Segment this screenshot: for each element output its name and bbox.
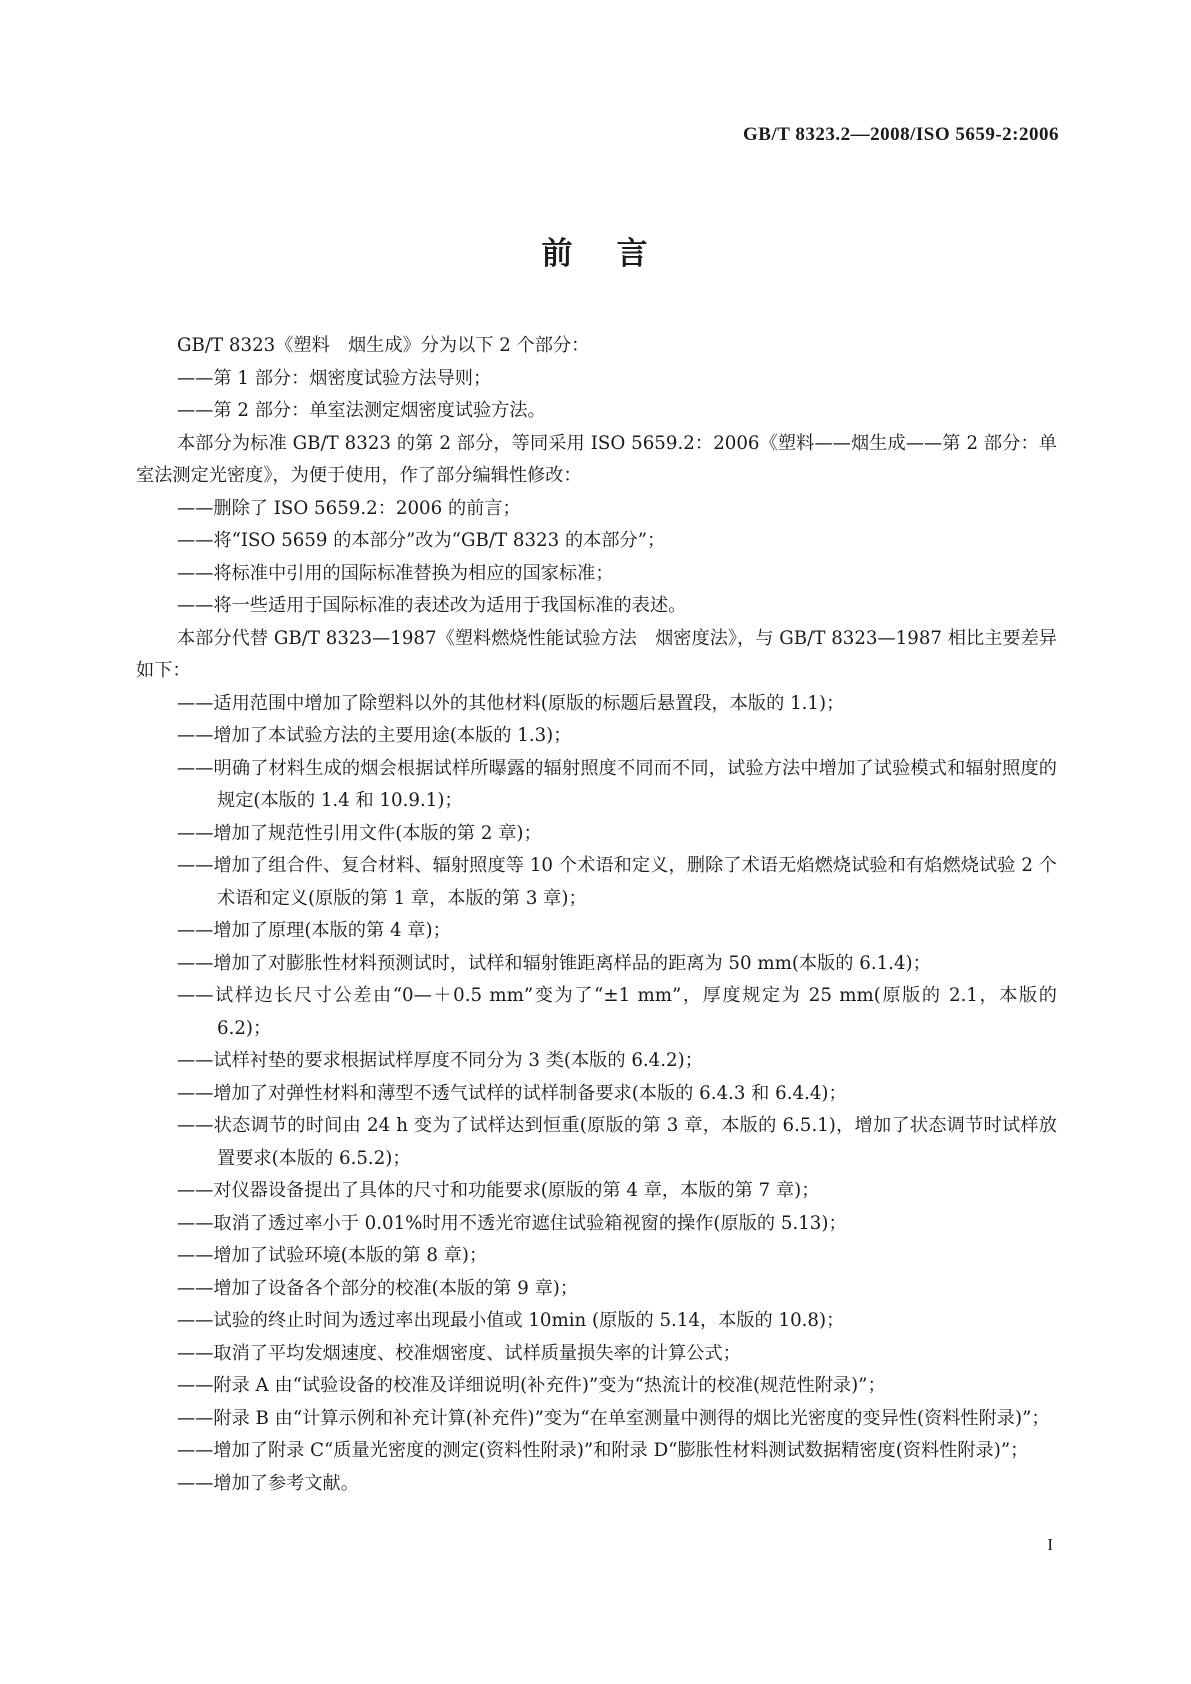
intro-paragraph: GB/T 8323《塑料 烟生成》分为以下 2 个部分： bbox=[177, 335, 590, 356]
list-item: ——附录 B 由“计算示例和补充计算(补充件)”变为“在单室测量中测得的烟比光密度的变异性(资料性附录)”； bbox=[177, 1407, 1050, 1429]
list-item: ——将“ISO 5659 的本部分”改为“GB/T 8323 的本部分”； bbox=[177, 530, 666, 551]
list-item: ——第 1 部分：烟密度试验方法导则； bbox=[177, 367, 492, 389]
list-item: ——增加了规范性引用文件(本版的第 2 章)； bbox=[177, 822, 542, 844]
list-item: ——增加了本试验方法的主要用途(本版的 1.3)； bbox=[177, 725, 572, 746]
title-char-1: 前 bbox=[541, 236, 575, 272]
adoption-paragraph: 本部分为标准 GB/T 8323 的第 2 部分，等同采用 ISO 5659.2：2006《塑料——烟生成——第 2 部分：单室法测定光密度》，为便于使用，作了部分编辑性修改： bbox=[136, 432, 1057, 486]
list-item: ——对仪器设备提出了具体的尺寸和功能要求(原版的第 4 章，本版的第 7 章)； bbox=[177, 1180, 820, 1201]
list-item: ——增加了参考文献。 bbox=[177, 1472, 359, 1494]
replacement-paragraph: 本部分代替 GB/T 8323—1987《塑料燃烧性能试验方法 烟密度法》，与 GB/T 8323—1987 相比主要差异如下： bbox=[136, 627, 1057, 681]
list-item: ——第 2 部分：单室法测定烟密度试验方法。 bbox=[177, 400, 546, 421]
list-item: ——增加了对膨胀性材料预测试时，试样和辐射锥距离样品的距离为 50 mm(本版的 6.1.4)； bbox=[177, 952, 931, 974]
title-char-2: 言 bbox=[616, 236, 650, 272]
page-number: I bbox=[1047, 1535, 1053, 1554]
list-item: ——取消了透过率小于 0.01%时用不透光帘遮住试验箱视窗的操作(原版的 5.13)； bbox=[177, 1212, 847, 1234]
list-item: ——将标准中引用的国际标准替换为相应的国家标准； bbox=[177, 562, 614, 584]
list-item: ——将一些适用于国际标准的表述改为适用于我国标准的表述。 bbox=[177, 595, 687, 616]
list-item: ——增加了对弹性材料和薄型不透气试样的试样制备要求(本版的 6.4.3 和 6.4.4)； bbox=[177, 1082, 847, 1104]
list-item: ——增加了组合件、复合材料、辐射照度等 10 个术语和定义，删除了术语无焰燃烧试验和有焰燃烧试验 2 个术语和定义(原版的第 1 章，本版的第 3 章)； bbox=[177, 855, 1057, 909]
list-item: ——试验的终止时间为透过率出现最小值或 10min (原版的 5.14，本版的 10.8)； bbox=[177, 1310, 845, 1331]
standard-code-header: GB/T 8323.2—2008/ISO 5659-2:2006 bbox=[743, 124, 1059, 145]
list-item: ——试样边长尺寸公差由“0—＋0.5 mm”变为了“±1 mm”，厚度规定为 25 mm(原版的 2.1，本版的 6.2)； bbox=[177, 985, 1057, 1039]
list-item: ——明确了材料生成的烟会根据试样所曝露的辐射照度不同而不同，试验方法中增加了试验模式和辐射照度的规定(本版的 1.4 和 10.9.1)； bbox=[177, 757, 1057, 811]
list-item: ——增加了附录 C“质量光密度的测定(资料性附录)”和附录 D“膨胀性材料测试数据精密度(资料性附录)”； bbox=[177, 1440, 1029, 1461]
list-item: ——取消了平均发烟速度、校准烟密度、试样质量损失率的计算公式； bbox=[177, 1342, 741, 1364]
list-item: ——增加了原理(本版的第 4 章)； bbox=[177, 920, 451, 941]
list-item: ——增加了试验环境(本版的第 8 章)； bbox=[177, 1245, 488, 1266]
foreword-body bbox=[136, 330, 1057, 1500]
list-item: ——增加了设备各个部分的校准(本版的第 9 章)； bbox=[177, 1277, 579, 1299]
list-item: ——状态调节的时间由 24 h 变为了试样达到恒重(原版的第 3 章，本版的 6.5.1)，增加了状态调节时试样放置要求(本版的 6.5.2)； bbox=[177, 1115, 1057, 1169]
list-item: ——适用范围中增加了除塑料以外的其他材料(原版的标题后悬置段，本版的 1.1)； bbox=[177, 692, 845, 714]
list-item: ——删除了 ISO 5659.2：2006 的前言； bbox=[177, 497, 521, 519]
list-item: ——附录 A 由“试验设备的校准及详细说明(补充件)”变为“热流计的校准(规范性附录)”； bbox=[177, 1375, 886, 1396]
page-title bbox=[0, 228, 1191, 273]
list-item: ——试样衬垫的要求根据试样厚度不同分为 3 类(本版的 6.4.2)； bbox=[177, 1050, 703, 1071]
